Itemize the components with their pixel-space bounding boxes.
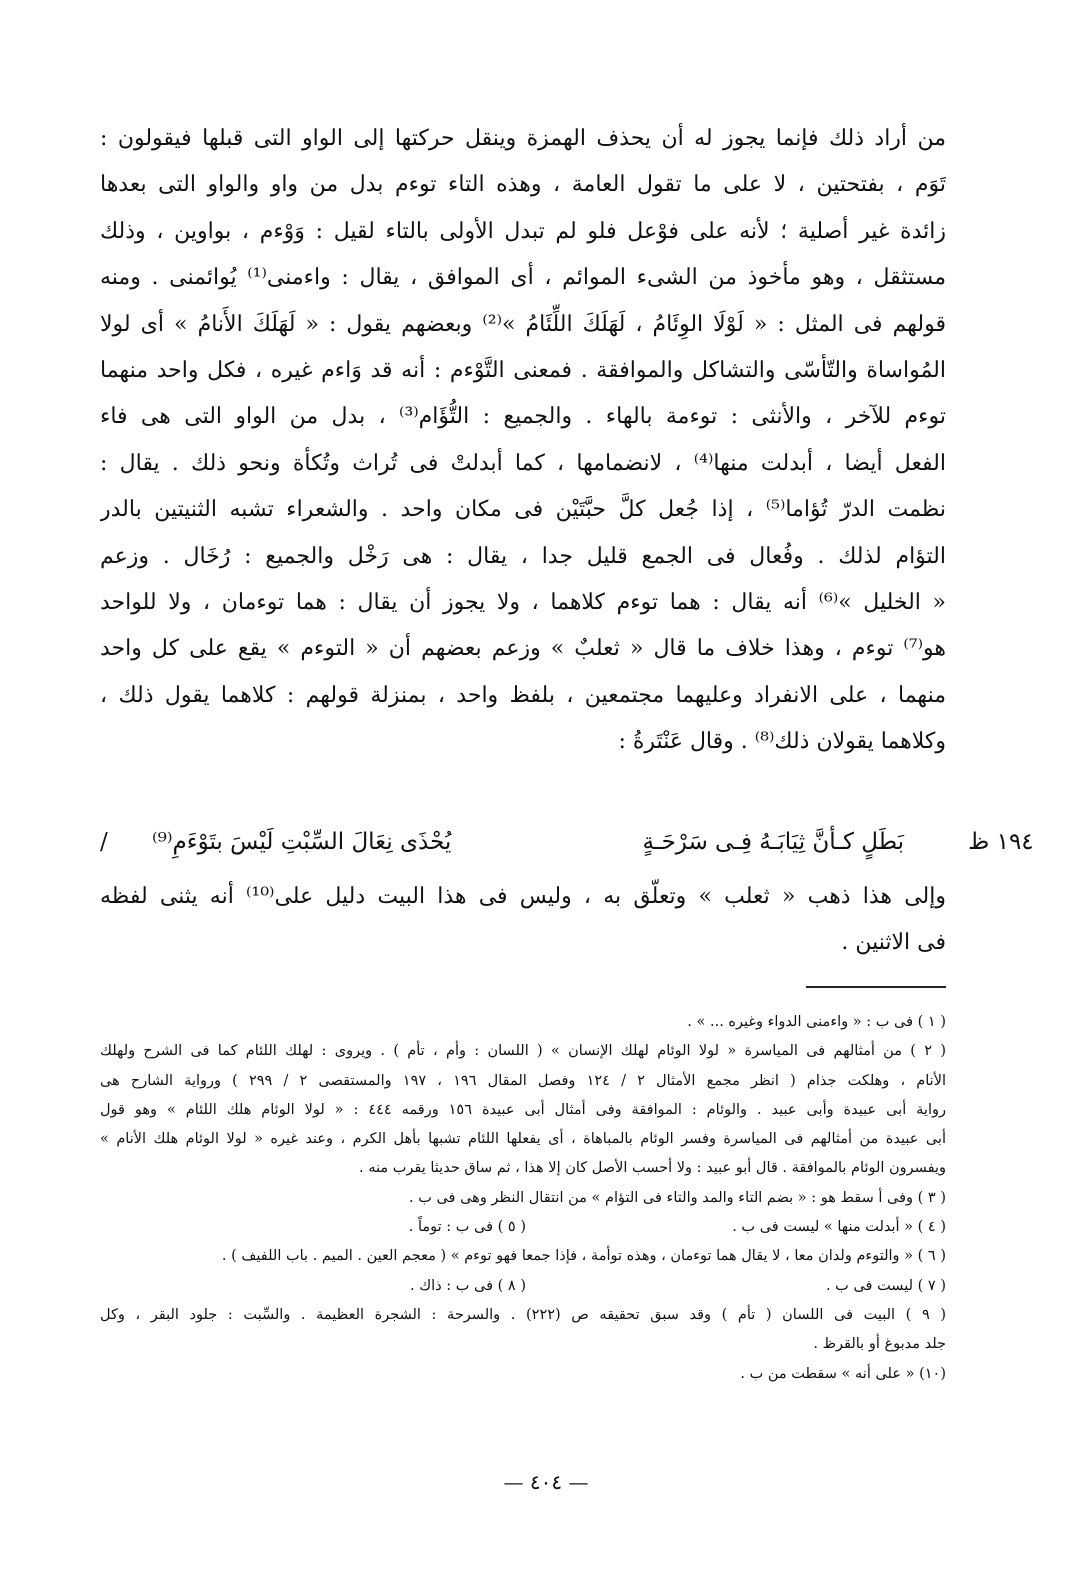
footnote-continuation: جلد مدبوغ أو بالقرظ . bbox=[813, 1336, 946, 1353]
text-line: منهما ، على الانفراد وعليهما مجتمعين ، بلفظ واحد ، بمنزلة قولهم : كلاهما يقول ذلك ، bbox=[100, 682, 946, 708]
footnote-separator bbox=[806, 986, 946, 988]
folio-break-slash: / bbox=[100, 829, 108, 855]
footnote-pair bbox=[100, 1213, 946, 1242]
page-number: — ٤٠٤ — bbox=[503, 1470, 589, 1494]
footnote: ( ٩ ) البيت فى اللسان ( تأم ) وقد سبق تحقيقه ص (٢٢٢) . والسرحة : الشجرة العظيمة . والسِّبت : جلود البقر ، وكل bbox=[100, 1306, 946, 1323]
footnote: ( ٣ ) وفى أ سقط هو : « بضم التاء والمد والتاء فى التؤام » من انتقال النظر وهى فى ب . bbox=[408, 1189, 946, 1206]
footnote: ( ٢ ) من أمثالهم فى المياسرة « لولا الوئام لهلك الإنسان » ( اللسان : وأم ، تأم ) . ويروى : لهلك اللئام كما فى الشرح ولهلك bbox=[100, 1043, 946, 1060]
footnote-continuation: الأنام ، وهلكت جذام ( انظر مجمع الأمثال ٢ / ١٢٤ وفصل المقال ١٩٦ ، ١٩٧ والمستقصى ٢ / ٢٩٩ ) ورواية الشارح هى bbox=[100, 1072, 946, 1089]
footnote: ( ١ ) فى ب : « واءمنى الدواء وغيره ... » . bbox=[687, 1014, 946, 1030]
text-line: المُواساة والتّأسّى والتشاكل والموافقة . فمعنى التَّوْءم : أنه قد وَاءم غيره ، فكل واحد منهما bbox=[100, 357, 946, 383]
footnotes bbox=[100, 1008, 946, 1389]
manuscript-folio-note: ١٩٤ ظ bbox=[968, 829, 1034, 855]
footnote: ( ٤ ) « أبدلت منها » ليست فى ب . bbox=[732, 1219, 946, 1236]
text-line: توءم للآخر ، والأنثى : توءمة بالهاء . والجميع : التُّؤَام⁽³⁾ ، بدل من الواو التى هى فاء bbox=[100, 404, 946, 430]
text-line: التؤام لذلك . وفُعال فى الجمع قليل جدا ، يقال : هى رَخْل والجميع : رُخَال . وزعم bbox=[100, 543, 946, 569]
verse-first-hemistich: بَطَلٍ كـأنَّ ثِيَابَـهُ فِـى سَرْحَـةٍ bbox=[642, 829, 904, 855]
footnote: ( ٧ ) ليست فى ب . bbox=[825, 1277, 946, 1294]
footnote-continuation: ويفسرون الوئام بالموافقة . قال أبو عبيد : ولا أحسب الأصل كان إلا هذا ، ثم ساق حديثا يقرب منه . bbox=[359, 1160, 946, 1177]
footnote-pair bbox=[100, 1272, 946, 1301]
text-line: الفعل أيضا ، أبدلت منها⁽⁴⁾ ، لانضمامها ، كما أبدلتْ فى تُراث وتُكأة ونحو ذلك . يقال : bbox=[100, 450, 946, 476]
footnote-continuation: أبى عبيدة من أمثالهم فى المياسرة وفسر الوئام بالمباهاة ، أى يفعلها اللئام تشبها بأهل الكرم ، وعند غيره « لولا الوئام هلك الأنام » bbox=[100, 1131, 946, 1148]
text-line: قولهم فى المثل : « لَوْلَا الوِئَامُ ، لَهَلَكَ اللِّئَامُ »⁽²⁾ وبعضهم يقول : « لَهَلَكَ الأَنامُ » أى لولا bbox=[100, 311, 946, 337]
text-line: « الخليل »⁽⁶⁾ أنه يقال : هما توءم كلاهما ، ولا يجوز أن يقال : هما توءمان ، ولا للواحد bbox=[100, 589, 946, 615]
footnote-continuation: رواية أبى عبيدة وأبى عبيد . والوئام : الموافقة وفى أمثال أبى عبيدة ١٥٦ ورقمه ٤٤٤ : « لولا الوئام هلك اللئام » وهو قول bbox=[100, 1101, 946, 1118]
footnote: ( ٨ ) فى ب : ذاك . bbox=[410, 1277, 526, 1294]
text-line: فى الاثنين . bbox=[841, 930, 946, 956]
text-line: زائدة غير أصلية ؛ لأنه على فوْعل فلو لم تبدل الأولى بالتاء لقيل : وَوْءم ، بواوين ، وذلك bbox=[100, 218, 946, 244]
after-verse-text bbox=[100, 874, 946, 967]
footnote: ( ٦ ) « والتوءم ولدان معا ، لا يقال هما توءمان ، وهذه توأمة ، فإذا جمعا فهو توءم » ( معجم العين . الميم . باب اللفيف ) . bbox=[221, 1248, 946, 1265]
footnote: (١٠) « على أنه » سقطت من ب . bbox=[740, 1365, 946, 1382]
poetry-verse bbox=[100, 817, 998, 867]
text-line: هو⁽⁷⁾ توءم ، وهذا خلاف ما قال « ثعلبٌ » وزعم بعضهم أن « التوءم » يقع على كل واحد bbox=[100, 636, 946, 662]
footnote: ( ٥ ) فى ب : توماً . bbox=[408, 1219, 526, 1236]
text-line: تَوَم ، بفتحتين ، لا على ما تقول العامة ، وهذه التاء توءم بدل من واو والواو التى بعدها bbox=[100, 172, 946, 198]
verse-second-hemistich: يُحْذَى نِعَالَ السِّبْتِ لَيْسَ بتَوْءَمِ⁽⁹⁾ bbox=[152, 829, 452, 855]
text-line: وكلاهما يقولان ذلك⁽⁸⁾ . وقال عَنْتَرةُ : bbox=[618, 729, 946, 755]
text-line: وإلى هذا ذهب « ثعلب » وتعلّق به ، وليس فى هذا البيت دليل على⁽¹⁰⁾ أنه يثنى لفظه bbox=[100, 884, 946, 909]
text-line: مستثقل ، وهو مأخوذ من الشىء الموائم ، أى الموافق ، يقال : واءمنى⁽¹⁾ يُوائمنى . ومنه bbox=[100, 265, 946, 291]
text-line: نظمت الدرّ تُؤاما⁽⁵⁾ ، إذا جُعل كلَّ حبَّتَيْن فى مكان واحد . والشعراء تشبه الثنيتين بالدر bbox=[100, 497, 946, 523]
text-line: من أراد ذلك فإنما يجوز له أن يحذف الهمزة وينقل حركتها إلى الواو التى قبلها فيقولون : bbox=[100, 126, 946, 151]
main-text bbox=[100, 116, 946, 765]
